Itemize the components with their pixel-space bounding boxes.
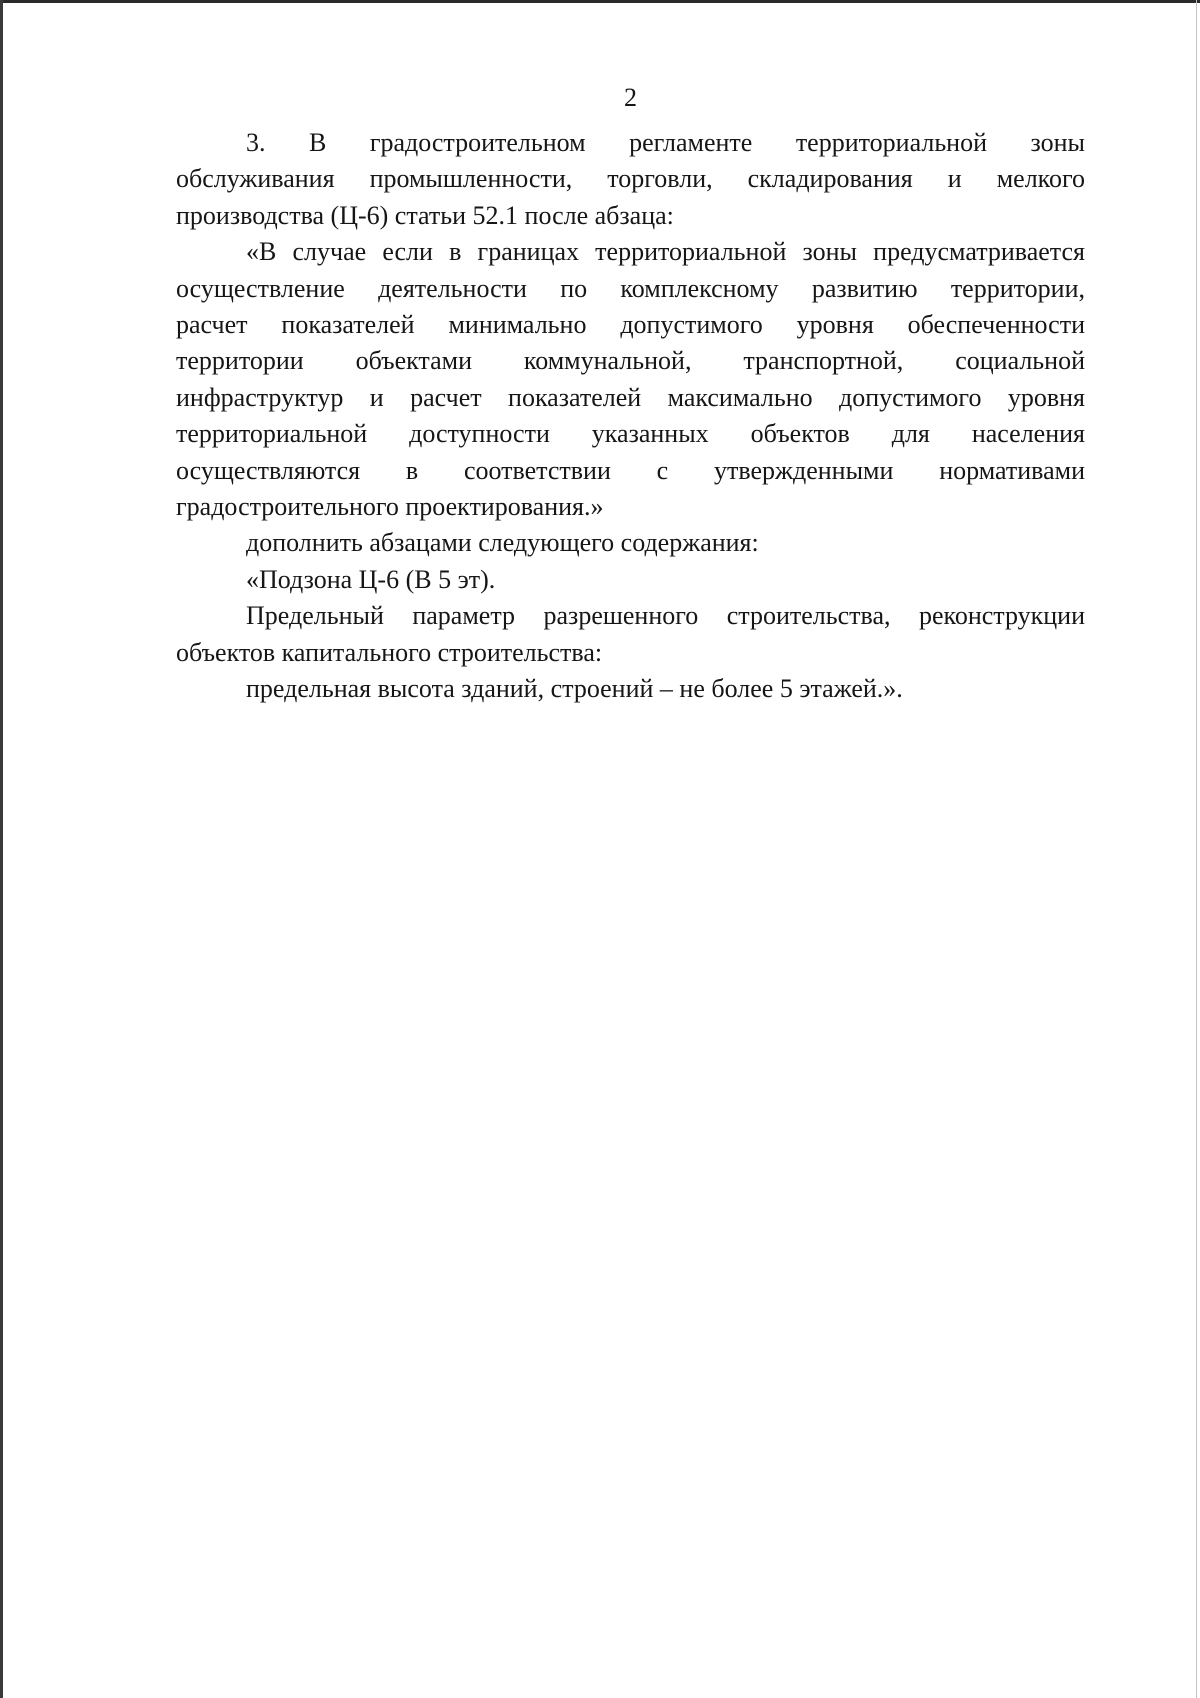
document-body bbox=[176, 125, 1085, 708]
scan-edge-top bbox=[0, 0, 1200, 3]
text-line: предельная высота зданий, строений – не более 5 этажей.». bbox=[246, 674, 903, 704]
paragraph-amendment-item-3 bbox=[176, 125, 1085, 234]
text-line: объектов капитального строительства: bbox=[176, 637, 603, 667]
scan-edge-right bbox=[1196, 0, 1197, 1698]
scan-edge-left bbox=[0, 0, 3, 1698]
paragraph-quoted-existing-text bbox=[176, 234, 1085, 525]
text-line: осуществляются в соответствии с утвержденными нормативами bbox=[176, 455, 1085, 485]
paragraph-limit-parameter bbox=[176, 598, 1085, 671]
text-line: территориальной доступности указанных объектов для населения bbox=[176, 419, 1085, 449]
paragraph-subzone-title bbox=[176, 562, 1085, 598]
text-line: Предельный параметр разрешенного строительства, реконструкции bbox=[246, 601, 1085, 631]
text-line: «В случае если в границах территориальной зоны предусматривается bbox=[246, 237, 1085, 267]
text-line: осуществление деятельности по комплексному развитию территории, bbox=[176, 273, 1085, 303]
text-line: инфраструктур и расчет показателей максимально допустимого уровня bbox=[176, 382, 1085, 412]
text-line: 3. В градостроительном регламенте территориальной зоны bbox=[246, 128, 1085, 157]
text-line: обслуживания промышленности, торговли, складирования и мелкого bbox=[176, 164, 1085, 194]
page-number: 2 bbox=[624, 83, 637, 112]
text-line: дополнить абзацами следующего содержания: bbox=[246, 528, 759, 558]
paragraph-supplement-instruction bbox=[176, 525, 1085, 561]
text-line: «Подзона Ц-6 (В 5 эт). bbox=[246, 564, 496, 594]
text-line: градостроительного проектирования.» bbox=[176, 492, 604, 522]
text-line: производства (Ц-6) статьи 52.1 после абзаца: bbox=[176, 200, 674, 230]
paragraph-max-height bbox=[176, 671, 1085, 707]
text-line: расчет показателей минимально допустимого уровня обеспеченности bbox=[176, 310, 1085, 340]
text-line: территории объектами коммунальной, транспортной, социальной bbox=[176, 346, 1085, 376]
